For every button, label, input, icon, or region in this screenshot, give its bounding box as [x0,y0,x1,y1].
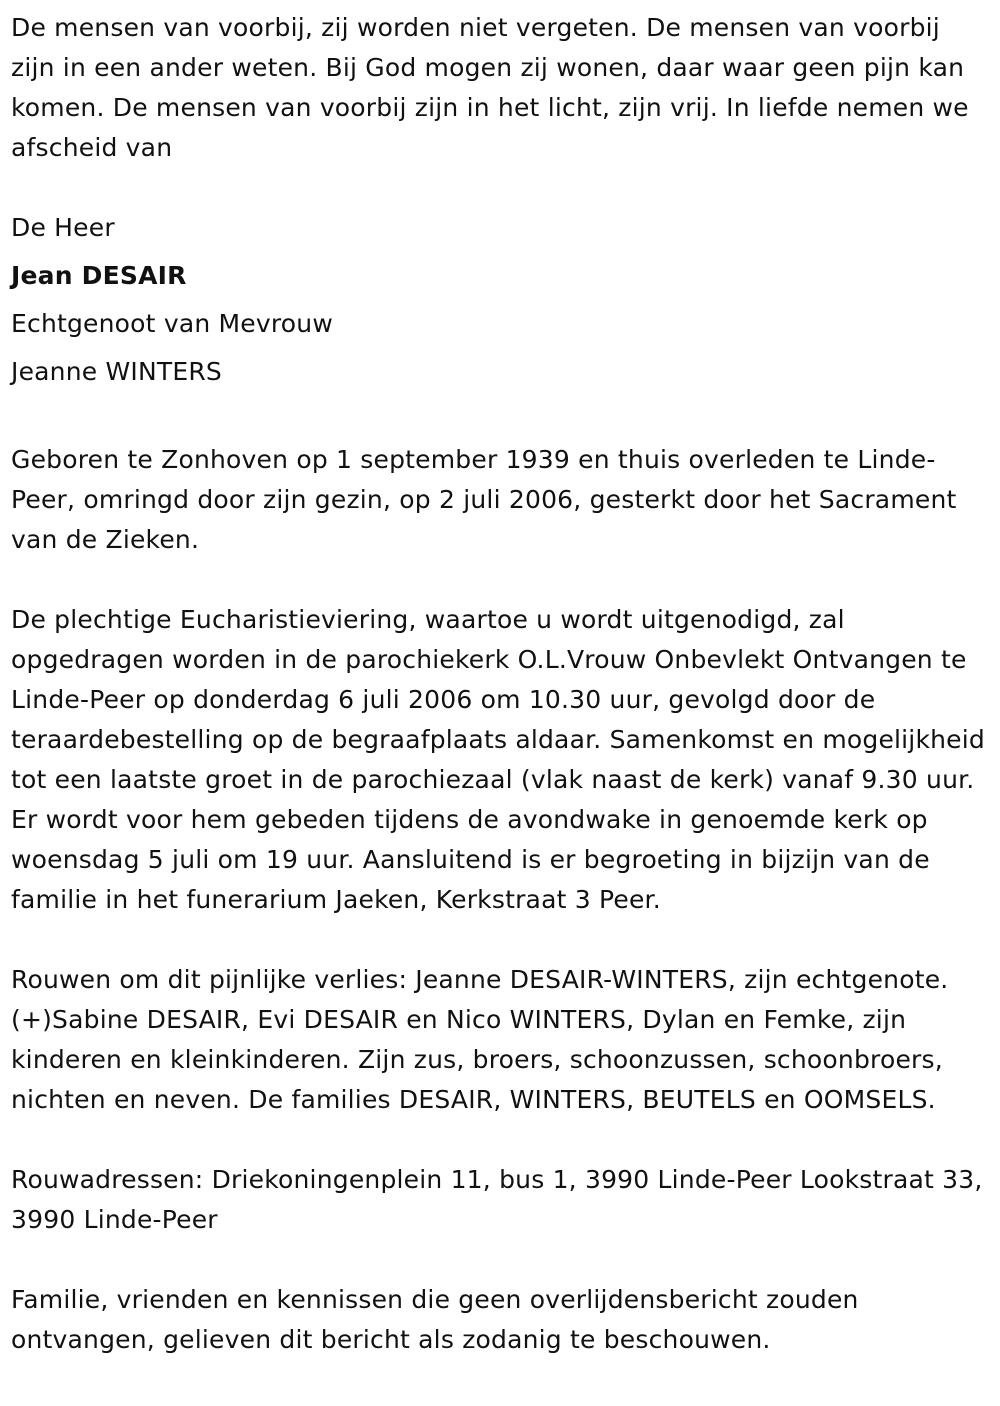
mourners-paragraph: Rouwen om dit pijnlijke verlies: Jeanne DESAIR-WINTERS, zijn echtgenote. (+)Sabine DESAIR, Evi DESAIR en Nico WINTERS, Dylan en Femke, zijn kinderen en kleinkinderen. Zijn zus, broers, schoonzussen, schoonbroers, nichten en neven. De families DESAIR, WINTERS, BEUTELS en OOMSELS. [11,965,949,1114]
deceased-title: De Heer [11,213,115,242]
spouse-name: Jeanne WINTERS [11,357,222,386]
intro-paragraph: De mensen van voorbij, zij worden niet vergeten. De mensen van voorbij zijn in een ander weten. Bij God mogen zij wonen, daar waar geen pijn kan komen. De mensen van voorbij zijn in het licht, zijn vrij. In liefde nemen we afscheid van [11,13,969,162]
closing-paragraph: Familie, vrienden en kennissen die geen overlijdensbericht zouden ontvangen, gelieven dit bericht als zodanig te beschouwen. [11,1285,859,1354]
death-notice [11,8,986,1360]
ceremony-paragraph: De plechtige Eucharistieviering, waartoe u wordt uitgenodigd, zal opgedragen worden in de parochiekerk O.L.Vrouw Onbevlekt Ontvangen te Linde-Peer op donderdag 6 juli 2006 om 10.30 uur, gevolgd door de teraardebestelling op de begraafplaats aldaar. Samenkomst en mogelijkheid tot een laatste groet in de parochiezaal (vlak naast de kerk) vanaf 9.30 uur. Er wordt voor hem gebeden tijdens de avondwake in genoemde kerk op woensdag 5 juli om 19 uur. Aansluitend is er begroeting in bijzijn van de familie in het funerarium Jaeken, Kerkstraat 3 Peer. [11,605,985,914]
deceased-name: Jean DESAIR [11,261,187,290]
deceased-block [11,204,986,396]
addresses-paragraph: Rouwadressen: Driekoningenplein 11, bus 1, 3990 Linde-Peer Lookstraat 33, 3990 Linde-Peer [11,1165,983,1234]
deceased-relation: Echtgenoot van Mevrouw [11,309,333,338]
birth-death-paragraph: Geboren te Zonhoven op 1 september 1939 en thuis overleden te Linde-Peer, omringd door zijn gezin, op 2 juli 2006, gesterkt door het Sacrament van de Zieken. [11,445,957,554]
